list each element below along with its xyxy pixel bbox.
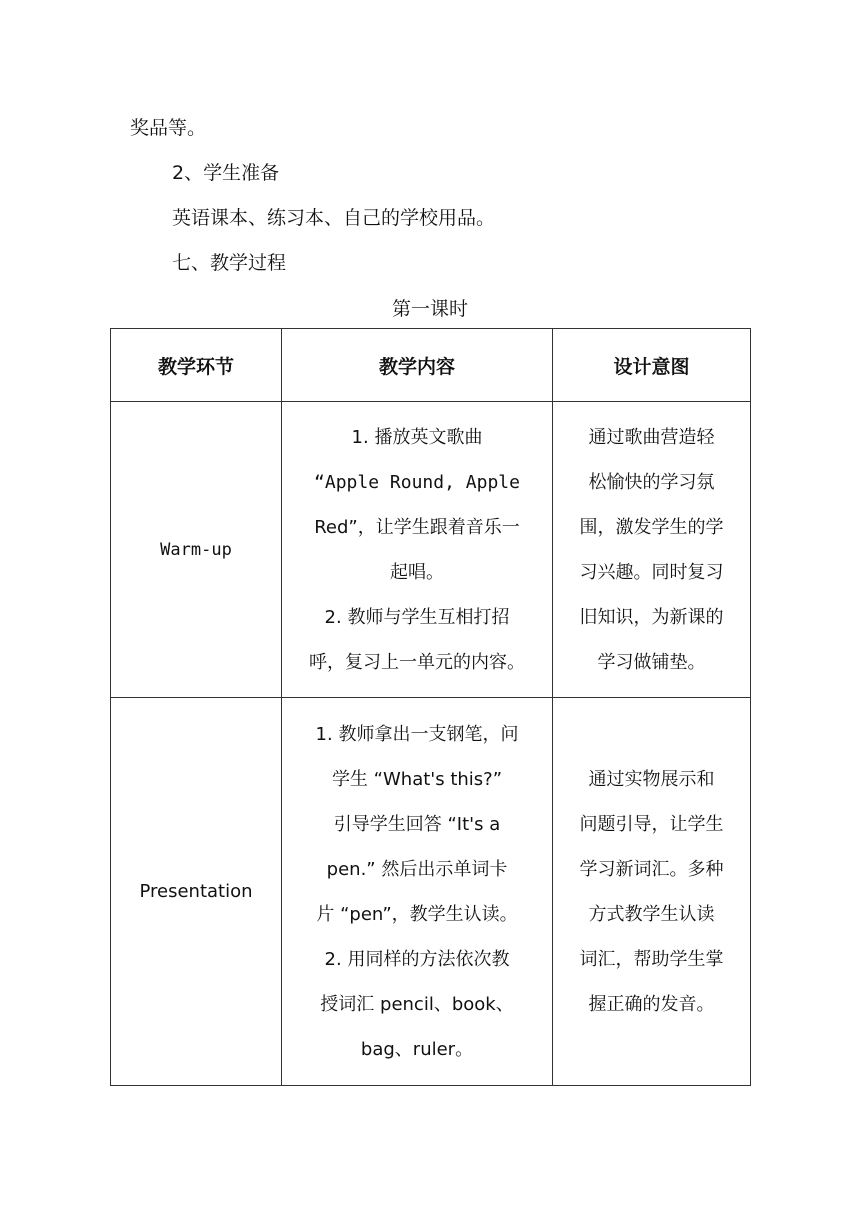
intent-line: 方式教学生认读 <box>588 903 715 925</box>
intent-cell <box>553 402 751 698</box>
content-line: 1. 播放英文歌曲 <box>351 426 483 448</box>
intent-line: 通过实物展示和 <box>588 768 715 790</box>
content-line: 1. 教师拿出一支钢笔，问 <box>315 723 519 745</box>
content-line: 引导学生回答 “It's a <box>333 813 501 835</box>
content-cell <box>282 698 553 1086</box>
content-line: pen.” 然后出示单词卡 <box>326 858 508 880</box>
header-intent: 设计意图 <box>553 329 751 402</box>
intent-line: 围，激发学生的学 <box>579 516 724 538</box>
content-line: 2. 教师与学生互相打招 <box>324 606 510 628</box>
content-line: 2. 用同样的方法依次教 <box>324 948 510 970</box>
table-row <box>111 698 751 1086</box>
content-line: bag、ruler。 <box>360 1038 474 1060</box>
paragraph-student-materials: 英语课本、练习本、自己的学校用品。 <box>172 207 496 229</box>
heading-student-prep: 2、学生准备 <box>172 162 280 184</box>
intent-line: 问题引导，让学生 <box>579 813 724 835</box>
intent-cell <box>553 698 751 1086</box>
content-line: “Apple Round, Apple <box>314 471 520 493</box>
content-line: Red”，让学生跟着音乐一 <box>314 516 520 538</box>
intent-line: 握正确的发音。 <box>588 993 715 1015</box>
intent-line: 松愉快的学习氛 <box>588 471 715 493</box>
content-line: 呼，复习上一单元的内容。 <box>309 651 525 673</box>
table-row <box>111 402 751 698</box>
content-line: 片 “pen”，教学生认读。 <box>316 903 518 925</box>
table-header-row <box>111 329 751 402</box>
stage-cell: Presentation <box>111 698 282 1086</box>
heading-teaching-process: 七、教学过程 <box>172 252 287 274</box>
content-line: 学生 “What's this?” <box>331 768 503 790</box>
intent-line: 学习新词汇。多种 <box>579 858 724 880</box>
table-caption: 第一课时 <box>391 298 468 320</box>
header-stage: 教学环节 <box>111 329 282 402</box>
intent-line: 通过歌曲营造轻 <box>588 426 715 448</box>
paragraph-prizes: 奖品等。 <box>130 117 207 139</box>
content-line: 起唱。 <box>390 561 444 583</box>
content-cell <box>282 402 553 698</box>
intent-line: 旧知识，为新课的 <box>579 606 724 628</box>
intent-line: 学习做铺垫。 <box>597 651 706 673</box>
intent-line: 习兴趣。同时复习 <box>579 561 724 583</box>
lesson-table <box>110 328 751 1086</box>
content-line: 授词汇 pencil、book、 <box>320 993 514 1015</box>
header-content: 教学内容 <box>282 329 553 402</box>
intent-line: 词汇，帮助学生掌 <box>579 948 724 970</box>
stage-cell: Warm-up <box>111 402 282 698</box>
